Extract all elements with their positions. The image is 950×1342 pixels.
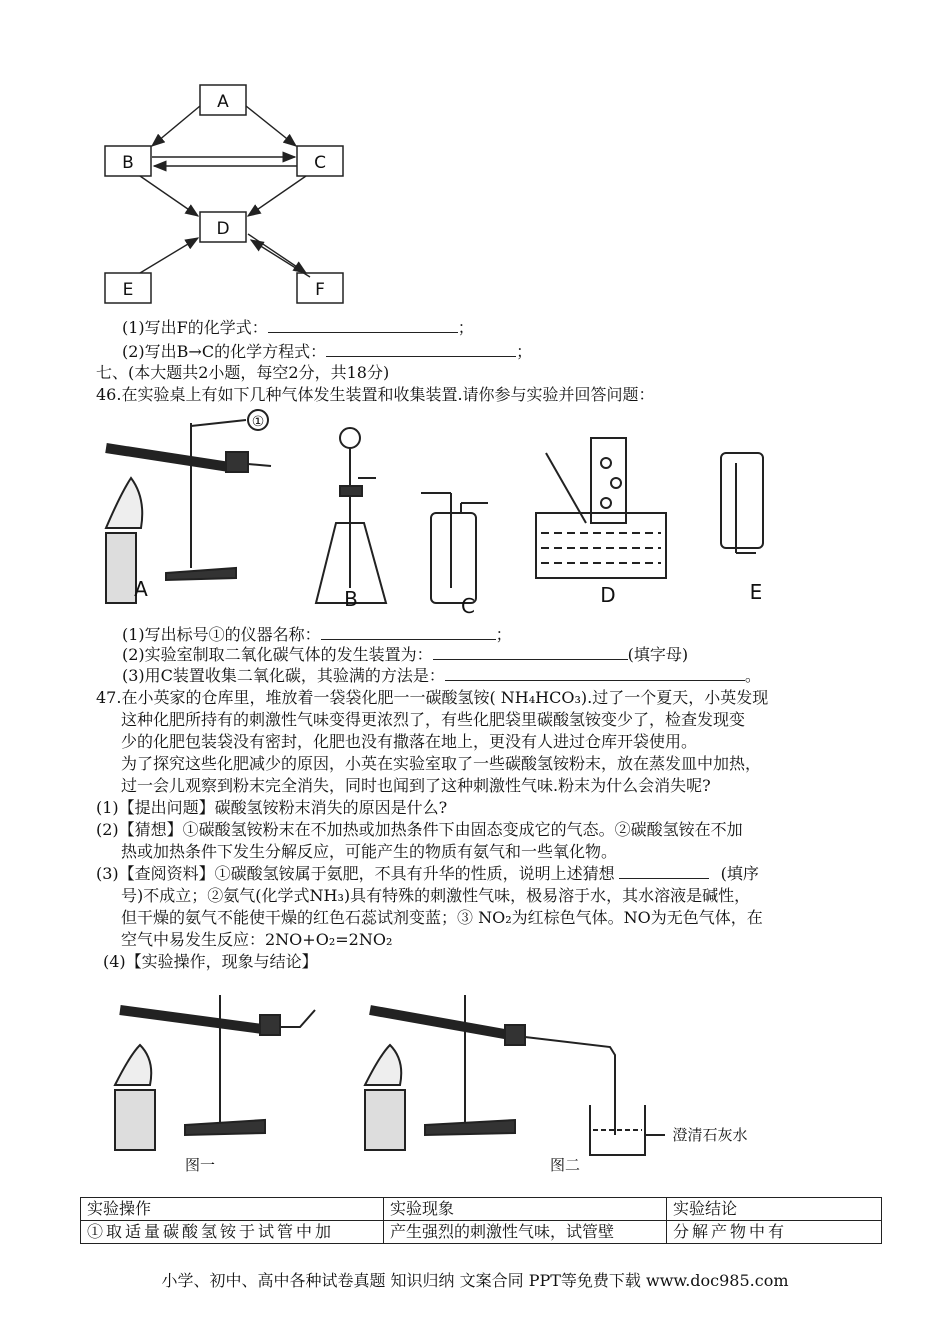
answer-blank[interactable]	[268, 316, 458, 333]
q47-s2-line1: (2)【猜想】①碳酸氢铵粉末在不加热或加热条件下由固态变成它的气态。②碳酸氢铵在不加	[96, 820, 743, 839]
q47-s3-line1: (3)【查阅资料】①碳酸氢铵属于氨肥，不具有升华的性质，说明上述猜想 (填序	[96, 864, 759, 883]
node-e-label: E	[122, 280, 134, 300]
relation-diagram	[100, 82, 360, 312]
q47-para2-line1: 为了探究这些化肥减少的原因，小英在实验室取了一些碳酸氢铵粉末，放在蒸发皿中加热，	[121, 754, 762, 773]
figure-2-caption: 图二	[549, 1156, 581, 1174]
q45-sub2: (2)写出B→C的化学方程式： ；	[122, 342, 533, 361]
node-d-label: D	[216, 219, 230, 239]
apparatus-label-d: D	[600, 583, 616, 607]
table-header-cell: 实验现象	[384, 1198, 667, 1221]
node-a-label: A	[217, 92, 229, 112]
figure-1-caption: 图一	[184, 1156, 216, 1174]
apparatus-label-e: E	[749, 580, 763, 604]
q47-s3-line2: 号)不成立；②氨气(化学式NH₃)具有特殊的刺激性气味，极易溶于水，其水溶液是碱性，	[121, 886, 751, 905]
answer-blank[interactable]	[321, 623, 496, 640]
q47-s4: (4)【实验操作，现象与结论】	[103, 952, 318, 971]
table-header-cell: 实验结论	[667, 1198, 882, 1221]
apparatus-figure	[96, 408, 796, 620]
q46-sub1: (1)写出标号①的仪器名称： ；	[122, 625, 512, 644]
node-c-label: C	[314, 153, 326, 173]
answer-blank[interactable]	[433, 643, 628, 660]
q47-para1-line1: 47.在小英家的仓库里，堆放着一袋袋化肥一一碳酸氢铵( NH₄HCO₃).过了一个夏天，小英发现	[96, 688, 769, 707]
q47-s3-line4: 空气中易发生反应：2NO+O₂=2NO₂	[121, 930, 393, 949]
q46-stem: 46.在实验桌上有如下几种气体发生装置和收集装置.请你参与实验并回答问题：	[96, 385, 655, 404]
table-cell: 产生强烈的刺激性气味，试管壁	[384, 1221, 667, 1244]
q47-para1-line2: 这种化肥所持有的刺激性气味变得更浓烈了，有些化肥袋里碳酸氢铵变少了，检查发现变	[121, 710, 746, 729]
q47-s1: (1)【提出问题】碳酸氢铵粉末消失的原因是什么?	[96, 798, 448, 817]
q47-s3-line3: 但干燥的氨气不能使干燥的红色石蕊试剂变蓝；③ NO₂为红棕色气体。NO为无色气体，在	[121, 908, 763, 927]
experiment-table	[80, 1197, 882, 1244]
q47-para2-line2: 过一会儿观察到粉末完全消失，同时也闻到了这种刺激性气味.粉末为什么会消失呢?	[121, 776, 711, 795]
q46-sub2: (2)实验室制取二氧化碳气体的发生装置为： (填字母)	[122, 645, 689, 664]
experiment-figures	[110, 985, 830, 1185]
answer-blank[interactable]	[445, 664, 745, 681]
page-footer: 小学、初中、高中各种试卷真题 知识归纳 文案合同 PPT等免费下载 www.doc985.com	[161, 1271, 789, 1290]
table-header-cell: 实验操作	[81, 1198, 384, 1221]
answer-blank[interactable]	[326, 340, 516, 357]
section-heading: 七、(本大题共2小题，每空2分，共18分)	[96, 363, 390, 382]
marker-label: ①	[251, 414, 265, 430]
node-b-label: B	[122, 153, 134, 173]
q46-sub3: (3)用C装置收集二氧化碳，其验满的方法是： 。	[122, 666, 761, 685]
q47-para1-line3: 少的化肥包装袋没有密封，化肥也没有撒落在地上，更没有人进过仓库开袋使用。	[121, 732, 698, 751]
apparatus-label-a: A	[134, 577, 148, 601]
table-row	[81, 1221, 882, 1244]
answer-blank[interactable]	[619, 862, 709, 879]
apparatus-label-b: B	[344, 587, 358, 611]
table-cell: 分解产物中有	[667, 1221, 882, 1244]
q47-s2-line2: 热或加热条件下发生分解反应，可能产生的物质有氨气和一些氧化物。	[121, 842, 618, 861]
apparatus-label-c: C	[461, 594, 475, 618]
q45-sub1: (1)写出F的化学式： ；	[122, 318, 474, 337]
limewater-label: 澄清石灰水	[672, 1126, 748, 1144]
table-cell: ①取适量碳酸氢铵于试管中加	[81, 1221, 384, 1244]
node-f-label: F	[315, 280, 325, 300]
table-header-row	[81, 1198, 882, 1221]
